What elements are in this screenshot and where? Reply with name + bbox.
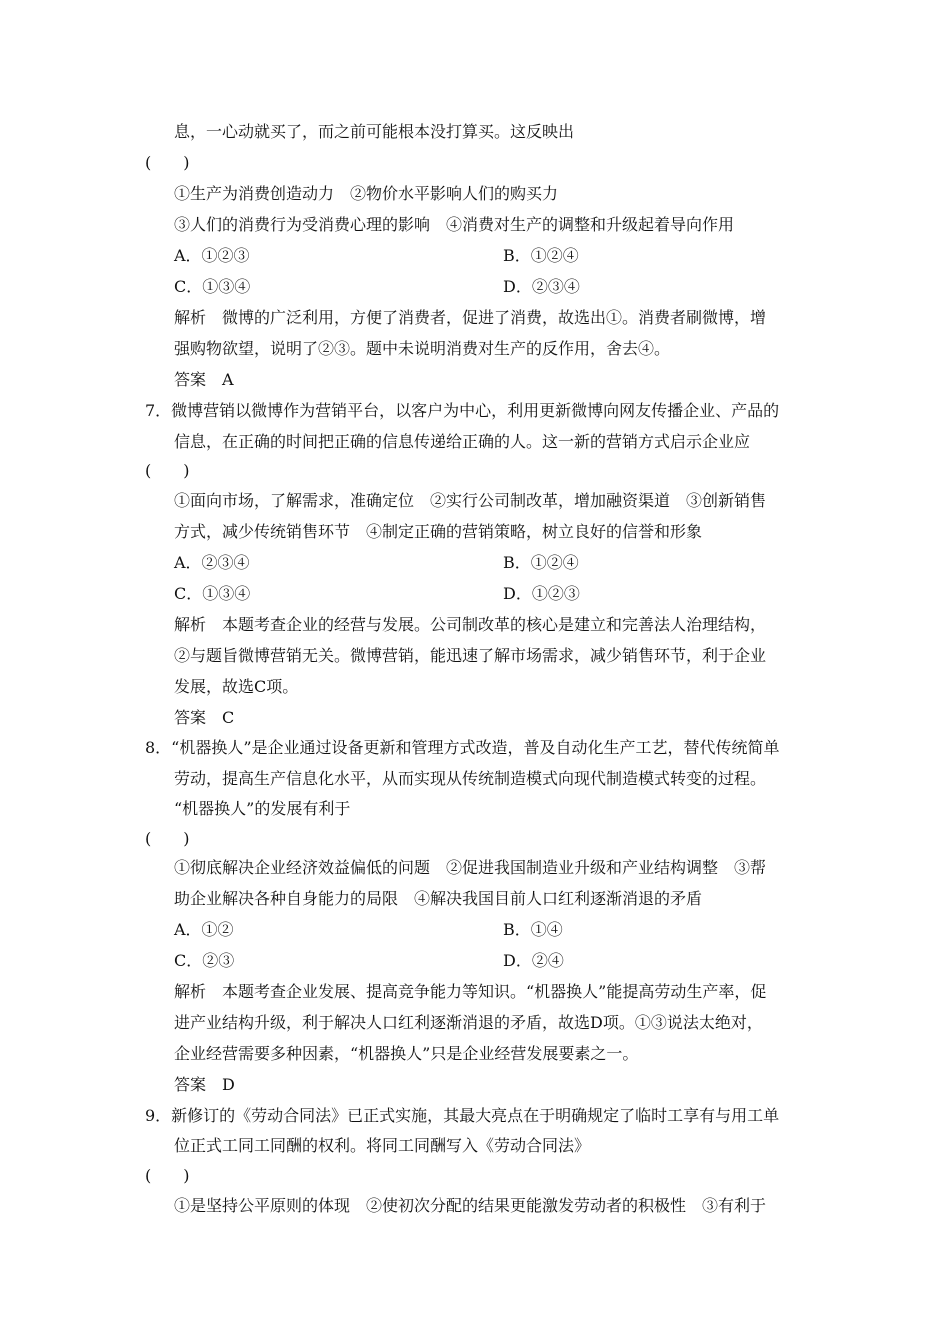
q6-items-line2: ③人们的消费行为受消费心理的影响 ④消费对生产的调整和升级起着导向作用 (174, 215, 735, 234)
q6-option-a: A．①②③ (174, 246, 250, 265)
q8-analysis-line3: 企业经营需要多种因素，“机器换人”只是企业经营发展要素之一。 (174, 1044, 639, 1063)
q8-stem-line2: 劳动，提高生产信息化水平，从而实现从传统制造模式向现代制造模式转变的过程。 (174, 769, 767, 788)
q6-items-line1: ①生产为消费创造动力 ②物价水平影响人们的购买力 (174, 184, 559, 203)
q7-items-line2: 方式，减少传统销售环节 ④制定正确的营销策略，树立良好的信誉和形象 (174, 522, 703, 541)
q8-answer-bracket: ( ) (145, 829, 190, 848)
q7-analysis-line1: 解析 本题考查企业的经营与发展。公司制改革的核心是建立和完善法人治理结构， (174, 615, 767, 634)
q6-answer-bracket: ( ) (145, 153, 190, 172)
q9-stem-line1: 9．新修订的《劳动合同法》已正式实施，其最大亮点在于明确规定了临时工享有与用工单 (145, 1106, 780, 1125)
q9-stem-line2: 位正式工同工同酬的权利。将同工同酬写入《劳动合同法》 (174, 1136, 591, 1155)
q9-answer-bracket: ( ) (145, 1166, 190, 1185)
q7-answer: 答案 C (174, 708, 235, 727)
q7-option-c: C．①③④ (174, 584, 251, 603)
q7-stem-line2: 信息，在正确的时间把正确的信息传递给正确的人。这一新的营销方式启示企业应 (174, 432, 751, 451)
q6-option-b: B．①②④ (503, 246, 579, 265)
q6-option-c: C．①③④ (174, 277, 251, 296)
q8-option-a: A．①② (174, 920, 234, 939)
q8-analysis-line2: 进产业结构升级，利于解决人口红利逐渐消退的矛盾，故选D项。①③说法太绝对， (174, 1013, 763, 1032)
q8-option-d: D．②④ (503, 951, 564, 970)
q6-analysis-line2: 强购物欲望，说明了②③。题中未说明消费对生产的反作用，舍去④。 (174, 339, 671, 358)
q6-analysis-line1: 解析 微博的广泛利用，方便了消费者，促进了消费，故选出①。消费者刷微博，增 (174, 308, 767, 327)
q7-answer-bracket: ( ) (145, 461, 190, 480)
q8-answer: 答案 D (174, 1075, 235, 1094)
q8-option-b: B．①④ (503, 920, 563, 939)
q7-analysis-line3: 发展，故选C项。 (174, 677, 299, 696)
q8-analysis-line1: 解析 本题考查企业发展、提高竞争能力等知识。“机器换人”能提高劳动生产率，促 (174, 982, 767, 1001)
q8-items-line1: ①彻底解决企业经济效益偏低的问题 ②促进我国制造业升级和产业结构调整 ③帮 (174, 858, 767, 877)
q7-option-a: A．②③④ (174, 553, 250, 572)
q7-option-d: D．①②③ (503, 584, 580, 603)
q7-stem-line1: 7．微博营销以微博作为营销平台，以客户为中心，利用更新微博向网友传播企业、产品的 (145, 401, 780, 420)
q6-stem-tail: 息，一心动就买了，而之前可能根本没打算买。这反映出 (174, 122, 575, 141)
q6-option-d: D．②③④ (503, 277, 580, 296)
q7-items-line1: ①面向市场，了解需求，准确定位 ②实行公司制改革，增加融资渠道 ③创新销售 (174, 491, 767, 510)
q8-stem-line1: 8．“机器换人”是企业通过设备更新和管理方式改造，普及自动化生产工艺，替代传统简单 (145, 738, 780, 757)
q8-items-line2: 助企业解决各种自身能力的局限 ④解决我国目前人口红利逐渐消退的矛盾 (174, 889, 703, 908)
q9-items-line1: ①是坚持公平原则的体现 ②使初次分配的结果更能激发劳动者的积极性 ③有利于 (174, 1196, 767, 1215)
q7-analysis-line2: ②与题旨微博营销无关。微博营销，能迅速了解市场需求，减少销售环节，利于企业 (174, 646, 767, 665)
q6-answer: 答案 A (174, 370, 234, 389)
q8-stem-line3: “机器换人”的发展有利于 (174, 799, 351, 818)
q7-option-b: B．①②④ (503, 553, 579, 572)
q8-option-c: C．②③ (174, 951, 235, 970)
